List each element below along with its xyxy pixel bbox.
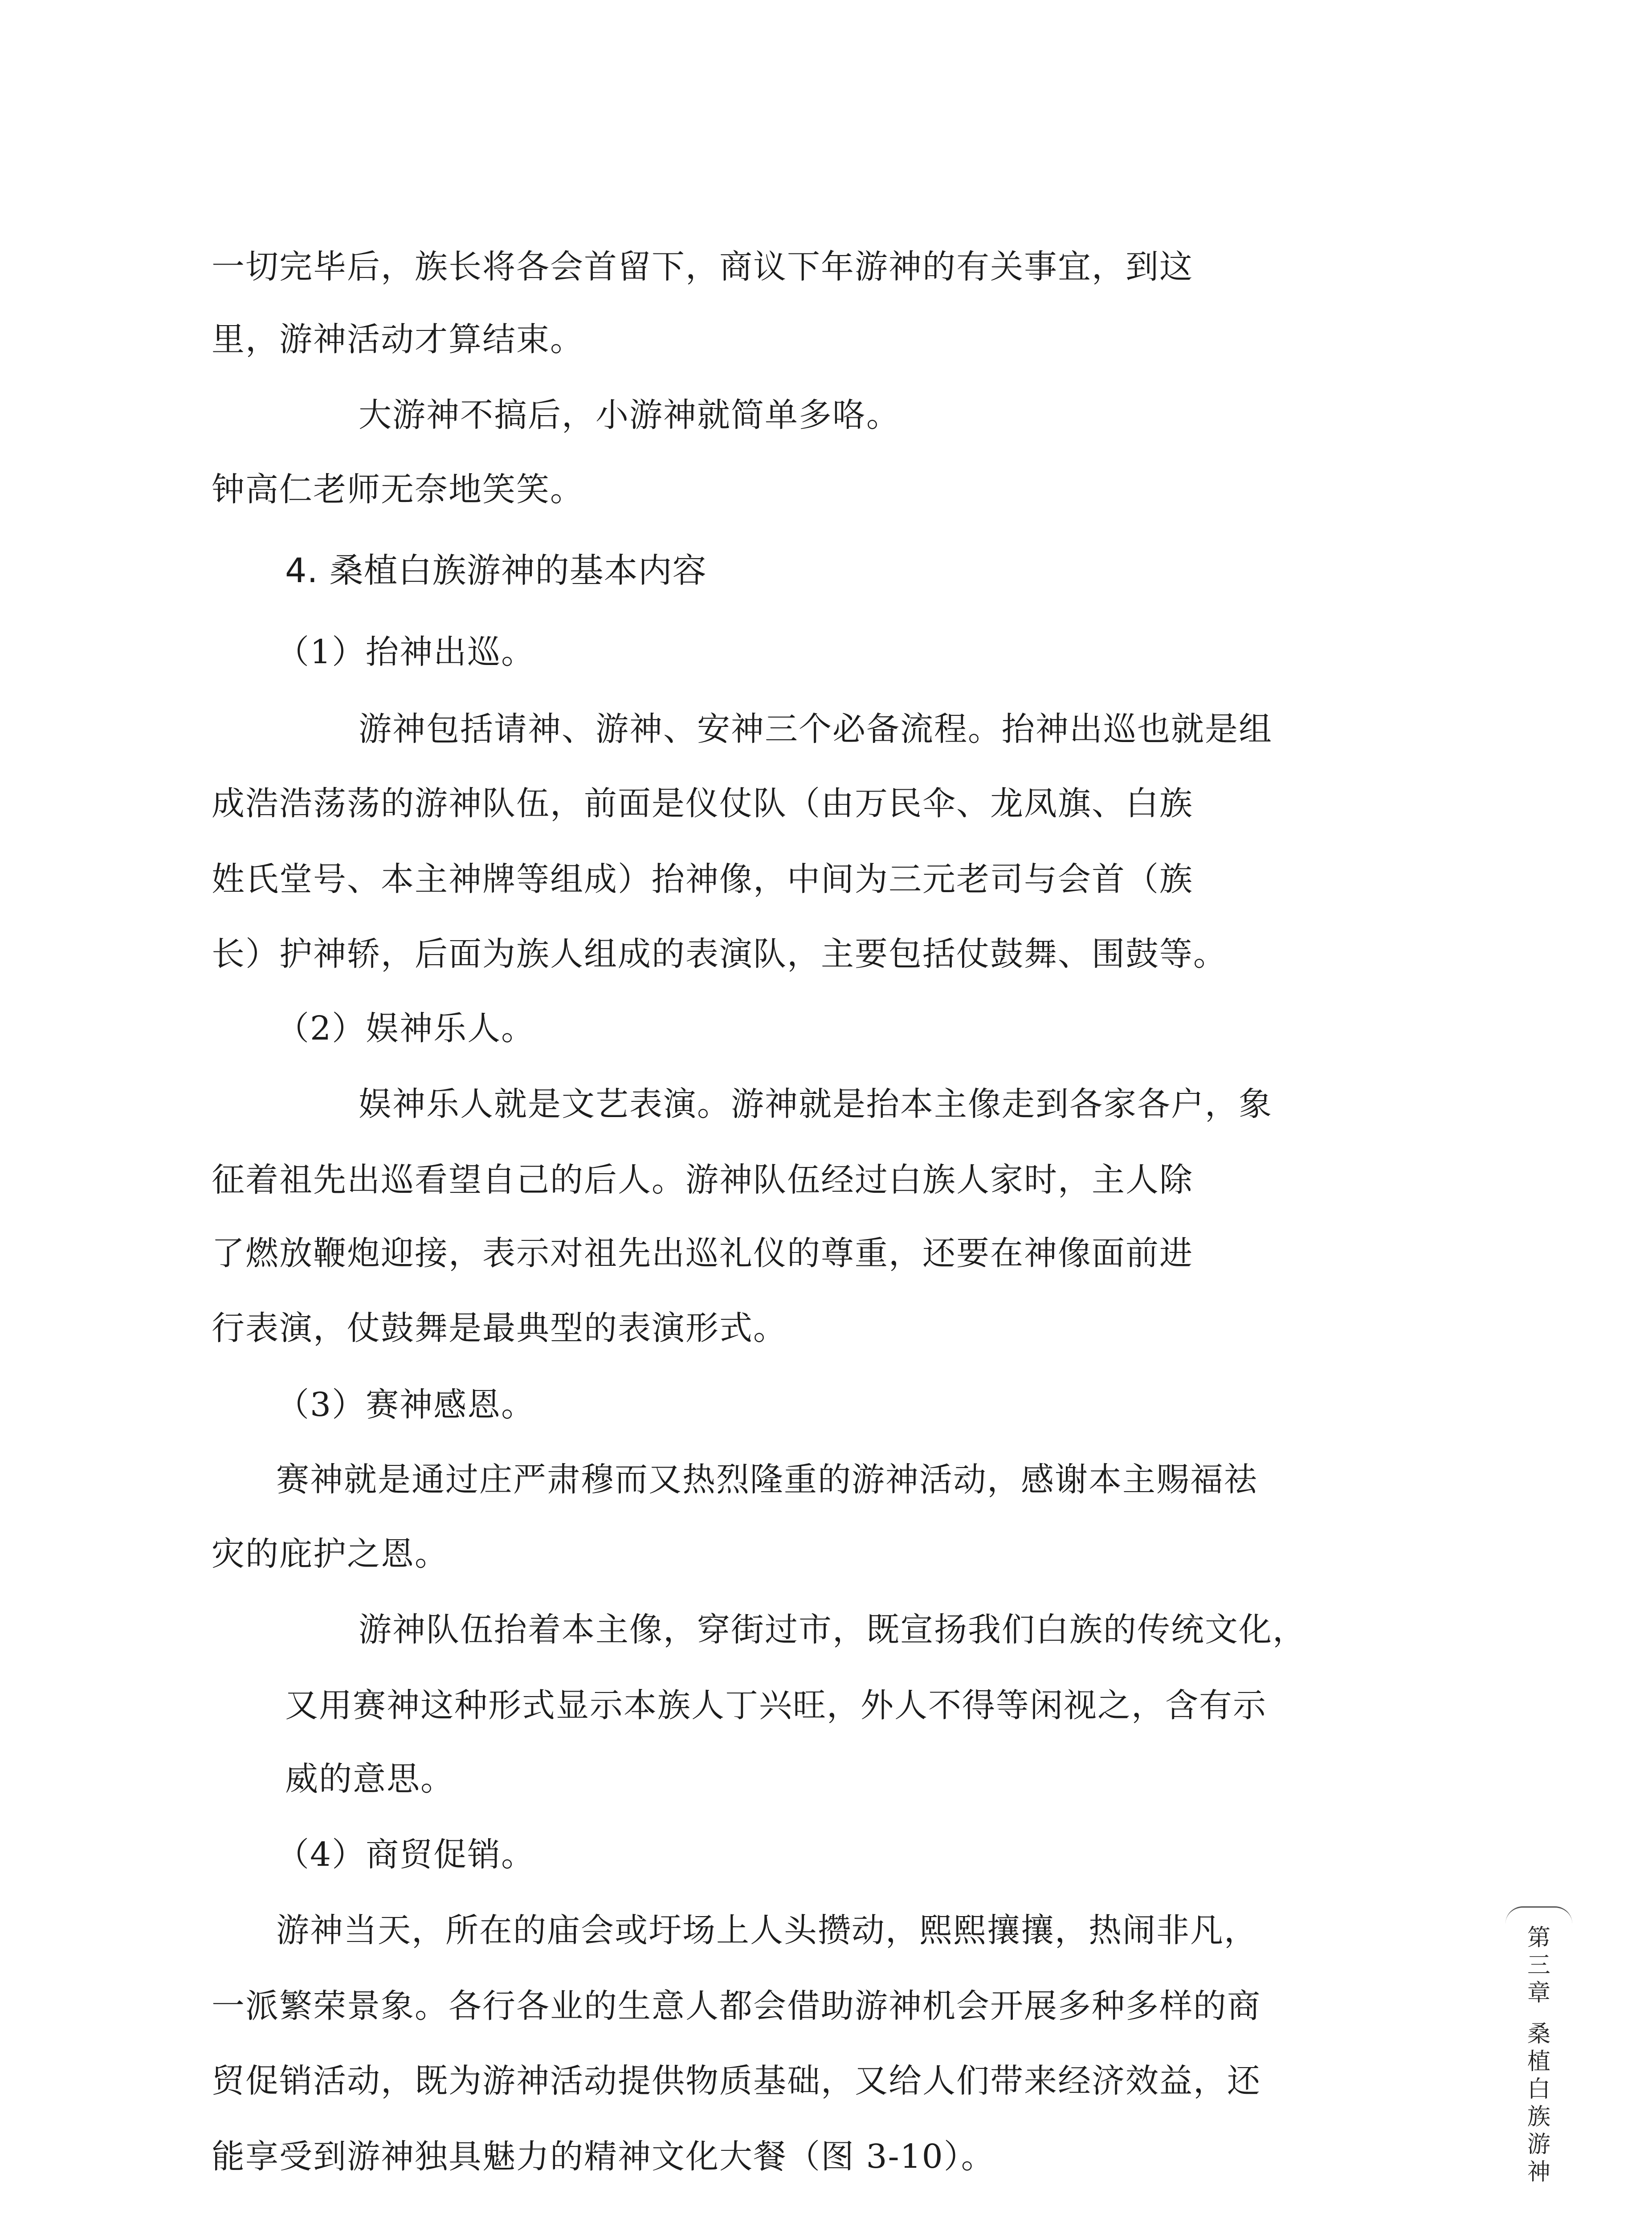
text-line-12: 娱神乐人就是文艺表演。游神就是抬本主像走到各家各户，象 — [359, 1085, 1273, 1123]
subheading-3: （3）赛神感恩。 — [276, 1386, 535, 1424]
text-line-2: 里，游神活动才算结束。 — [212, 320, 584, 359]
text-line-15: 行表演，仗鼓舞是最典型的表演形式。 — [212, 1309, 787, 1347]
text-line-13: 征着祖先出巡看望自己的后人。游神队伍经过白族人家时，主人除 — [212, 1161, 1193, 1199]
text-line-3: 大游神不搞后，小游神就简单多咯。 — [359, 396, 900, 434]
text-line-14: 了燃放鞭炮迎接，表示对祖先出巡礼仪的尊重，还要在神像面前进 — [212, 1234, 1193, 1273]
chapter-sidebar — [1505, 1906, 1577, 2227]
section-heading: 4. 桑植白族游神的基本内容 — [285, 551, 707, 590]
text-line-18: 灾的庇护之恩。 — [212, 1535, 449, 1573]
text-line-4: 钟高仁老师无奈地笑笑。 — [212, 470, 584, 509]
text-line-26: 能享受到游神独具魅力的精神文化大餐（图 3-10）。 — [212, 2137, 995, 2176]
text-line-9: 姓氏堂号、本主神牌等组成）抬神像，中间为三元老司与会首（族 — [212, 860, 1193, 898]
text-line-24: 一派繁荣景象。各行各业的生意人都会借助游神机会开展多种多样的商 — [212, 1987, 1261, 2025]
text-line-10: 长）护神轿，后面为族人组成的表演队，主要包括仗鼓舞、围鼓等。 — [212, 935, 1227, 973]
chapter-title: 桑植白族游神 — [1527, 2021, 1550, 2186]
text-line-20: 又用赛神这种形式显示本族人丁兴旺，外人不得等闲视之，含有示 — [285, 1686, 1267, 1725]
subheading-4: （4）商贸促销。 — [276, 1835, 535, 1874]
subheading-1: （1）抬神出巡。 — [276, 633, 535, 671]
text-line-7: 游神包括请神、游神、安神三个必备流程。抬神出巡也就是组 — [359, 710, 1273, 748]
text-line-17: 赛神就是通过庄严肃穆而又热烈隆重的游神活动，感谢本主赐福祛 — [276, 1460, 1258, 1499]
text-line-23: 游神当天，所在的庙会或圩场上人头攒动，熙熙攘攘，热闹非凡， — [276, 1911, 1258, 1950]
text-line-19: 游神队伍抬着本主像，穿街过市，既宣扬我们白族的传统文化， — [359, 1611, 1306, 1649]
text-line-25: 贸促销活动，既为游神活动提供物质基础，又给人们带来经济效益，还 — [212, 2062, 1261, 2100]
chapter-tab — [1522, 1924, 1555, 2186]
sidebar-bracket-top — [1505, 1906, 1572, 1924]
chapter-number: 第三章 — [1527, 1925, 1550, 2007]
text-line-21: 威的意思。 — [285, 1760, 454, 1798]
subheading-2: （2）娱神乐人。 — [276, 1009, 535, 1048]
text-line-8: 成浩浩荡荡的游神队伍，前面是仪仗队（由万民伞、龙凤旗、白族 — [212, 784, 1193, 823]
text-line-1: 一切完毕后，族长将各会首留下，商议下年游神的有关事宜，到这 — [212, 248, 1193, 286]
